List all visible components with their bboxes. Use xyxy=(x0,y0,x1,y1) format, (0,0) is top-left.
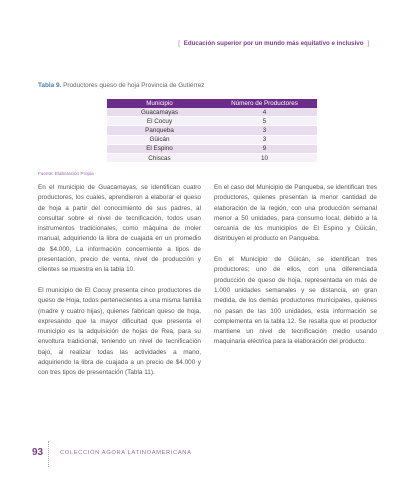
table-cell-productores: 4 xyxy=(212,108,317,117)
table-cell-productores: 5 xyxy=(212,117,317,126)
table-cell-productores: 9 xyxy=(212,144,317,153)
table-cell-productores: 3 xyxy=(212,126,317,135)
table-caption-label: Tabla 9. xyxy=(38,82,62,89)
body-column-right xyxy=(214,183,377,358)
table-cell-municipio: El Cocuy xyxy=(107,117,212,126)
table-cell-municipio: Panqueba xyxy=(107,126,212,135)
table-row xyxy=(107,108,317,117)
column-header-productores: Número de Productores xyxy=(212,99,317,108)
body-column-left xyxy=(38,183,201,389)
table-caption xyxy=(38,82,205,89)
header-title: Educación superior por un mundo más equitativo e inclusivo xyxy=(183,40,364,47)
footer-divider xyxy=(48,441,49,467)
header-open-bracket: [ xyxy=(178,40,180,47)
body-paragraph: El municipio de El Cocuy presenta cinco productores de queso de Hoja, todos pertenecientes a una misma familia (madre y cuatro hijas), quienes fabrican queso de hoja, expresando que la mayor dificultad que presenta el municipio es la adquisición de hojas de Rea, para su envoltura tradicional, teniendo un nivel de tecnificación bajo, al realizar todas las actividades a mano, adquiriendo la libra de cuajada a un precio de $4.000 y con tres tipos de presentación (Tabla 11). xyxy=(38,286,201,377)
table-cell-productores: 3 xyxy=(212,135,317,144)
table-cell-municipio: El Espino xyxy=(107,144,212,153)
table-caption-text: Productores queso de hoja Provincia de Gutiérrez xyxy=(63,82,205,89)
page-number: 93 xyxy=(32,447,44,458)
table-row xyxy=(107,135,317,144)
table-cell-municipio: Guacamayas xyxy=(107,108,212,117)
body-paragraph: En el Municipio de Güicán, se identifican tres productores; uno de ellos, con una diferenciada producción de queso de hoja, representada en más de 1.000 unidades semanales y se distancia, en gran medida, de los demás productores municipales, quienes no pasan de las 100 unidades, esta información se complementa en la tabla 12. Se resalta que el productor mantiene un nivel de tecnificación medio usando maquinaria eléctrica para la elaboración del producto. xyxy=(214,256,377,346)
body-paragraph: En el caso del Municipio de Panqueba, se identifican tres productores, quienes presentan la menor cantidad de elaboración de la región, con una producción semanal menor a 50 unidades, para consumo local, debido a la cercanía de los municipios de El Espino y Güicán, distribuyen el producto en Panqueba. xyxy=(214,184,377,243)
table-row xyxy=(107,153,317,162)
table-row xyxy=(107,117,317,126)
table-cell-productores: 10 xyxy=(212,153,317,162)
column-header-municipio: Municipio xyxy=(107,99,212,108)
running-header xyxy=(176,40,371,47)
table-cell-municipio: Güicán xyxy=(107,135,212,144)
header-close-bracket: ] xyxy=(367,40,369,47)
table-row xyxy=(107,144,317,153)
collection-name: COLECCIÓN AGORA LATINOAMERICANA xyxy=(60,450,192,456)
table-cell-municipio: Chiscas xyxy=(107,153,212,162)
table-source-note: Fuente: Elaboración Propia xyxy=(38,171,94,176)
body-paragraph: En el municipio de Guacamayas, se identifican cuatro productores, los cuales, aprendieron a elaborar el queso de hoja a partir del conocimiento de sus padres, al consultar sobre el nivel de tecnificación, todos usan instrumentos tradicionales, como máquina de moler manual, adquiriendo la libra de cuajada en un promedio de $4.000, La información concerniente a tipos de presentación, precio de venta, nivel de producción y clientes se muestra en la tabla 10. xyxy=(38,184,201,274)
table-header-row xyxy=(107,99,317,108)
producers-table xyxy=(107,99,317,163)
table-row xyxy=(107,126,317,135)
